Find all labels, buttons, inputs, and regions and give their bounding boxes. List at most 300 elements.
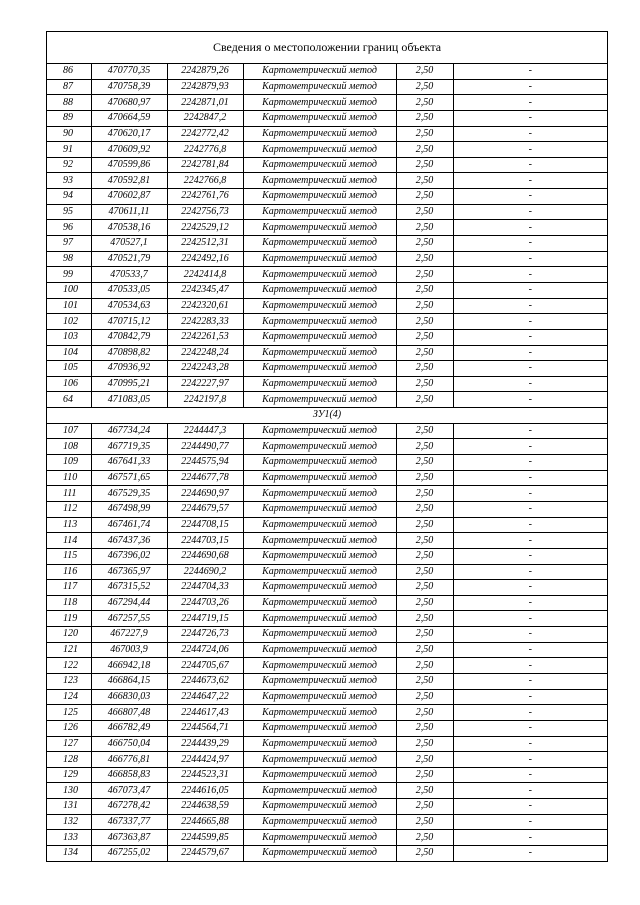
precision-cell: 2,50 <box>396 564 453 580</box>
x-coordinate-cell: 467719,35 <box>91 439 167 455</box>
table-row <box>47 846 607 861</box>
precision-cell: 2,50 <box>396 689 453 705</box>
precision-cell: 2,50 <box>396 455 453 471</box>
y-coordinate-cell: 2242847,2 <box>167 110 243 126</box>
y-coordinate-cell: 2244638,59 <box>167 799 243 815</box>
table-row <box>47 720 607 736</box>
x-coordinate-cell: 470521,79 <box>91 251 167 267</box>
method-cell: Картометрический метод <box>243 767 396 783</box>
x-coordinate-cell: 467294,44 <box>91 595 167 611</box>
method-cell: Картометрический метод <box>243 314 396 330</box>
y-coordinate-cell: 2244690,97 <box>167 486 243 502</box>
x-coordinate-cell: 470620,17 <box>91 126 167 142</box>
description-cell: - <box>453 79 607 95</box>
method-cell: Картометрический метод <box>243 267 396 283</box>
precision-cell: 2,50 <box>396 439 453 455</box>
table-row <box>47 157 607 173</box>
table-row <box>47 627 607 643</box>
method-cell: Картометрический метод <box>243 736 396 752</box>
method-cell: Картометрический метод <box>243 392 396 408</box>
precision-cell: 2,50 <box>396 783 453 799</box>
y-coordinate-cell: 2244579,67 <box>167 846 243 861</box>
description-cell: - <box>453 767 607 783</box>
table-row <box>47 673 607 689</box>
y-coordinate-cell: 2244424,97 <box>167 752 243 768</box>
point-number-cell: 107 <box>47 423 91 439</box>
precision-cell: 2,50 <box>396 220 453 236</box>
table-row <box>47 783 607 799</box>
coordinates-sheet <box>46 31 608 862</box>
y-coordinate-cell: 2242261,53 <box>167 329 243 345</box>
method-cell: Картометрический метод <box>243 673 396 689</box>
x-coordinate-cell: 470664,59 <box>91 110 167 126</box>
table-row <box>47 173 607 189</box>
method-cell: Картометрический метод <box>243 580 396 596</box>
method-cell: Картометрический метод <box>243 799 396 815</box>
description-cell: - <box>453 455 607 471</box>
point-number-cell: 96 <box>47 220 91 236</box>
description-cell: - <box>453 314 607 330</box>
precision-cell: 2,50 <box>396 736 453 752</box>
description-cell: - <box>453 423 607 439</box>
method-cell: Картометрический метод <box>243 486 396 502</box>
x-coordinate-cell: 466807,48 <box>91 705 167 721</box>
point-number-cell: 129 <box>47 767 91 783</box>
page-title: Сведения о местоположении границ объекта <box>47 32 607 64</box>
method-cell: Картометрический метод <box>243 345 396 361</box>
precision-cell: 2,50 <box>396 517 453 533</box>
precision-cell: 2,50 <box>396 157 453 173</box>
point-number-cell: 91 <box>47 142 91 158</box>
table-row <box>47 455 607 471</box>
x-coordinate-cell: 470533,7 <box>91 267 167 283</box>
method-cell: Картометрический метод <box>243 720 396 736</box>
precision-cell: 2,50 <box>396 642 453 658</box>
description-cell: - <box>453 251 607 267</box>
description-cell: - <box>453 157 607 173</box>
table-row <box>47 392 607 408</box>
table-row <box>47 376 607 392</box>
method-cell: Картометрический метод <box>243 533 396 549</box>
precision-cell: 2,50 <box>396 799 453 815</box>
description-cell: - <box>453 329 607 345</box>
precision-cell: 2,50 <box>396 705 453 721</box>
precision-cell: 2,50 <box>396 392 453 408</box>
description-cell: - <box>453 392 607 408</box>
method-cell: Картометрический метод <box>243 64 396 79</box>
description-cell: - <box>453 204 607 220</box>
table-row <box>47 423 607 439</box>
point-number-cell: 97 <box>47 236 91 252</box>
method-cell: Картометрический метод <box>243 752 396 768</box>
x-coordinate-cell: 470758,39 <box>91 79 167 95</box>
point-number-cell: 117 <box>47 580 91 596</box>
table-row <box>47 314 607 330</box>
description-cell: - <box>453 361 607 377</box>
precision-cell: 2,50 <box>396 173 453 189</box>
precision-cell: 2,50 <box>396 204 453 220</box>
y-coordinate-cell: 2242761,76 <box>167 189 243 205</box>
method-cell: Картометрический метод <box>243 95 396 111</box>
precision-cell: 2,50 <box>396 533 453 549</box>
precision-cell: 2,50 <box>396 236 453 252</box>
description-cell: - <box>453 736 607 752</box>
precision-cell: 2,50 <box>396 580 453 596</box>
precision-cell: 2,50 <box>396 314 453 330</box>
description-cell: - <box>453 673 607 689</box>
description-cell: - <box>453 642 607 658</box>
coordinates-table <box>47 64 607 861</box>
x-coordinate-cell: 467498,99 <box>91 501 167 517</box>
table-row <box>47 533 607 549</box>
method-cell: Картометрический метод <box>243 173 396 189</box>
precision-cell: 2,50 <box>396 95 453 111</box>
x-coordinate-cell: 467641,33 <box>91 455 167 471</box>
y-coordinate-cell: 2244665,88 <box>167 814 243 830</box>
table-row <box>47 767 607 783</box>
table-row <box>47 580 607 596</box>
precision-cell: 2,50 <box>396 673 453 689</box>
x-coordinate-cell: 470680,97 <box>91 95 167 111</box>
description-cell: - <box>453 64 607 79</box>
point-number-cell: 94 <box>47 189 91 205</box>
precision-cell: 2,50 <box>396 361 453 377</box>
x-coordinate-cell: 467257,55 <box>91 611 167 627</box>
precision-cell: 2,50 <box>396 846 453 861</box>
point-number-cell: 125 <box>47 705 91 721</box>
point-number-cell: 112 <box>47 501 91 517</box>
y-coordinate-cell: 2244575,94 <box>167 455 243 471</box>
description-cell: - <box>453 830 607 846</box>
method-cell: Картометрический метод <box>243 548 396 564</box>
y-coordinate-cell: 2242243,28 <box>167 361 243 377</box>
y-coordinate-cell: 2242879,26 <box>167 64 243 79</box>
x-coordinate-cell: 466942,18 <box>91 658 167 674</box>
y-coordinate-cell: 2242320,61 <box>167 298 243 314</box>
point-number-cell: 90 <box>47 126 91 142</box>
precision-cell: 2,50 <box>396 658 453 674</box>
x-coordinate-cell: 470602,87 <box>91 189 167 205</box>
x-coordinate-cell: 470599,86 <box>91 157 167 173</box>
x-coordinate-cell: 467365,97 <box>91 564 167 580</box>
precision-cell: 2,50 <box>396 720 453 736</box>
description-cell: - <box>453 517 607 533</box>
method-cell: Картометрический метод <box>243 189 396 205</box>
y-coordinate-cell: 2242283,33 <box>167 314 243 330</box>
point-number-cell: 101 <box>47 298 91 314</box>
y-coordinate-cell: 2244523,31 <box>167 767 243 783</box>
table-row <box>47 95 607 111</box>
point-number-cell: 122 <box>47 658 91 674</box>
point-number-cell: 89 <box>47 110 91 126</box>
description-cell: - <box>453 110 607 126</box>
table-row <box>47 126 607 142</box>
description-cell: - <box>453 799 607 815</box>
precision-cell: 2,50 <box>396 64 453 79</box>
method-cell: Картометрический метод <box>243 423 396 439</box>
point-number-cell: 133 <box>47 830 91 846</box>
point-number-cell: 119 <box>47 611 91 627</box>
description-cell: - <box>453 173 607 189</box>
description-cell: - <box>453 548 607 564</box>
method-cell: Картометрический метод <box>243 251 396 267</box>
table-row <box>47 142 607 158</box>
description-cell: - <box>453 580 607 596</box>
precision-cell: 2,50 <box>396 298 453 314</box>
method-cell: Картометрический метод <box>243 376 396 392</box>
y-coordinate-cell: 2242766,8 <box>167 173 243 189</box>
y-coordinate-cell: 2242879,93 <box>167 79 243 95</box>
point-number-cell: 110 <box>47 470 91 486</box>
x-coordinate-cell: 470611,11 <box>91 204 167 220</box>
table-row <box>47 814 607 830</box>
method-cell: Картометрический метод <box>243 595 396 611</box>
method-cell: Картометрический метод <box>243 658 396 674</box>
table-row <box>47 267 607 283</box>
description-cell: - <box>453 501 607 517</box>
description-cell: - <box>453 814 607 830</box>
x-coordinate-cell: 470534,63 <box>91 298 167 314</box>
table-row <box>47 345 607 361</box>
x-coordinate-cell: 467315,52 <box>91 580 167 596</box>
precision-cell: 2,50 <box>396 345 453 361</box>
y-coordinate-cell: 2244647,22 <box>167 689 243 705</box>
method-cell: Картометрический метод <box>243 220 396 236</box>
y-coordinate-cell: 2244690,68 <box>167 548 243 564</box>
table-row <box>47 329 607 345</box>
x-coordinate-cell: 467734,24 <box>91 423 167 439</box>
x-coordinate-cell: 470538,16 <box>91 220 167 236</box>
table-row <box>47 439 607 455</box>
point-number-cell: 100 <box>47 282 91 298</box>
point-number-cell: 111 <box>47 486 91 502</box>
point-number-cell: 87 <box>47 79 91 95</box>
precision-cell: 2,50 <box>396 752 453 768</box>
table-row <box>47 220 607 236</box>
point-number-cell: 120 <box>47 627 91 643</box>
precision-cell: 2,50 <box>396 376 453 392</box>
point-number-cell: 134 <box>47 846 91 861</box>
method-cell: Картометрический метод <box>243 157 396 173</box>
point-number-cell: 106 <box>47 376 91 392</box>
table-row <box>47 110 607 126</box>
description-cell: - <box>453 752 607 768</box>
method-cell: Картометрический метод <box>243 142 396 158</box>
description-cell: - <box>453 533 607 549</box>
y-coordinate-cell: 2244705,67 <box>167 658 243 674</box>
table-row <box>47 298 607 314</box>
x-coordinate-cell: 467255,02 <box>91 846 167 861</box>
description-cell: - <box>453 595 607 611</box>
method-cell: Картометрический метод <box>243 298 396 314</box>
x-coordinate-cell: 470592,81 <box>91 173 167 189</box>
method-cell: Картометрический метод <box>243 282 396 298</box>
description-cell: - <box>453 267 607 283</box>
section-label: ЗУ1(4) <box>47 408 607 424</box>
precision-cell: 2,50 <box>396 814 453 830</box>
x-coordinate-cell: 466750,04 <box>91 736 167 752</box>
method-cell: Картометрический метод <box>243 236 396 252</box>
precision-cell: 2,50 <box>396 501 453 517</box>
table-row <box>47 486 607 502</box>
description-cell: - <box>453 282 607 298</box>
description-cell: - <box>453 658 607 674</box>
method-cell: Картометрический метод <box>243 611 396 627</box>
table-row <box>47 642 607 658</box>
precision-cell: 2,50 <box>396 79 453 95</box>
table-row <box>47 79 607 95</box>
x-coordinate-cell: 467073,47 <box>91 783 167 799</box>
description-cell: - <box>453 611 607 627</box>
table-row <box>47 517 607 533</box>
precision-cell: 2,50 <box>396 126 453 142</box>
y-coordinate-cell: 2244703,15 <box>167 533 243 549</box>
method-cell: Картометрический метод <box>243 501 396 517</box>
x-coordinate-cell: 470533,05 <box>91 282 167 298</box>
x-coordinate-cell: 470995,21 <box>91 376 167 392</box>
point-number-cell: 92 <box>47 157 91 173</box>
x-coordinate-cell: 470770,35 <box>91 64 167 79</box>
table-row <box>47 736 607 752</box>
x-coordinate-cell: 466782,49 <box>91 720 167 736</box>
description-cell: - <box>453 189 607 205</box>
precision-cell: 2,50 <box>396 611 453 627</box>
point-number-cell: 88 <box>47 95 91 111</box>
y-coordinate-cell: 2244719,15 <box>167 611 243 627</box>
point-number-cell: 123 <box>47 673 91 689</box>
x-coordinate-cell: 470715,12 <box>91 314 167 330</box>
point-number-cell: 98 <box>47 251 91 267</box>
table-row <box>47 689 607 705</box>
method-cell: Картометрический метод <box>243 705 396 721</box>
method-cell: Картометрический метод <box>243 361 396 377</box>
precision-cell: 2,50 <box>396 282 453 298</box>
table-row <box>47 548 607 564</box>
y-coordinate-cell: 2242492,16 <box>167 251 243 267</box>
y-coordinate-cell: 2244447,3 <box>167 423 243 439</box>
y-coordinate-cell: 2242871,01 <box>167 95 243 111</box>
table-row <box>47 830 607 846</box>
x-coordinate-cell: 466830,03 <box>91 689 167 705</box>
y-coordinate-cell: 2244599,85 <box>167 830 243 846</box>
description-cell: - <box>453 220 607 236</box>
method-cell: Картометрический метод <box>243 455 396 471</box>
table-row <box>47 282 607 298</box>
point-number-cell: 113 <box>47 517 91 533</box>
y-coordinate-cell: 2244677,78 <box>167 470 243 486</box>
precision-cell: 2,50 <box>396 830 453 846</box>
table-row <box>47 658 607 674</box>
section-row <box>47 408 607 424</box>
description-cell: - <box>453 142 607 158</box>
method-cell: Картометрический метод <box>243 846 396 861</box>
point-number-cell: 114 <box>47 533 91 549</box>
description-cell: - <box>453 126 607 142</box>
precision-cell: 2,50 <box>396 486 453 502</box>
precision-cell: 2,50 <box>396 189 453 205</box>
point-number-cell: 103 <box>47 329 91 345</box>
table-row <box>47 799 607 815</box>
x-coordinate-cell: 470609,92 <box>91 142 167 158</box>
x-coordinate-cell: 470842,79 <box>91 329 167 345</box>
method-cell: Картометрический метод <box>243 517 396 533</box>
coordinates-table-body <box>47 64 607 861</box>
x-coordinate-cell: 467363,87 <box>91 830 167 846</box>
y-coordinate-cell: 2244726,73 <box>167 627 243 643</box>
x-coordinate-cell: 467396,02 <box>91 548 167 564</box>
point-number-cell: 86 <box>47 64 91 79</box>
description-cell: - <box>453 376 607 392</box>
description-cell: - <box>453 298 607 314</box>
table-row <box>47 204 607 220</box>
precision-cell: 2,50 <box>396 767 453 783</box>
description-cell: - <box>453 486 607 502</box>
method-cell: Картометрический метод <box>243 564 396 580</box>
method-cell: Картометрический метод <box>243 689 396 705</box>
table-row <box>47 752 607 768</box>
description-cell: - <box>453 627 607 643</box>
description-cell: - <box>453 783 607 799</box>
y-coordinate-cell: 2242756,73 <box>167 204 243 220</box>
table-row <box>47 564 607 580</box>
method-cell: Картометрический метод <box>243 814 396 830</box>
method-cell: Картометрический метод <box>243 439 396 455</box>
precision-cell: 2,50 <box>396 595 453 611</box>
y-coordinate-cell: 2242414,8 <box>167 267 243 283</box>
x-coordinate-cell: 466776,81 <box>91 752 167 768</box>
y-coordinate-cell: 2242772,42 <box>167 126 243 142</box>
table-row <box>47 64 607 79</box>
y-coordinate-cell: 2244708,15 <box>167 517 243 533</box>
precision-cell: 2,50 <box>396 470 453 486</box>
y-coordinate-cell: 2244439,29 <box>167 736 243 752</box>
method-cell: Картометрический метод <box>243 642 396 658</box>
x-coordinate-cell: 471083,05 <box>91 392 167 408</box>
point-number-cell: 104 <box>47 345 91 361</box>
precision-cell: 2,50 <box>396 142 453 158</box>
y-coordinate-cell: 2242227,97 <box>167 376 243 392</box>
table-row <box>47 470 607 486</box>
point-number-cell: 116 <box>47 564 91 580</box>
y-coordinate-cell: 2244690,2 <box>167 564 243 580</box>
y-coordinate-cell: 2244673,62 <box>167 673 243 689</box>
table-row <box>47 611 607 627</box>
description-cell: - <box>453 236 607 252</box>
point-number-cell: 99 <box>47 267 91 283</box>
y-coordinate-cell: 2244490,77 <box>167 439 243 455</box>
y-coordinate-cell: 2242529,12 <box>167 220 243 236</box>
x-coordinate-cell: 470527,1 <box>91 236 167 252</box>
x-coordinate-cell: 467437,36 <box>91 533 167 549</box>
method-cell: Картометрический метод <box>243 110 396 126</box>
y-coordinate-cell: 2242248,24 <box>167 345 243 361</box>
table-row <box>47 595 607 611</box>
y-coordinate-cell: 2244617,43 <box>167 705 243 721</box>
precision-cell: 2,50 <box>396 110 453 126</box>
point-number-cell: 109 <box>47 455 91 471</box>
x-coordinate-cell: 466858,83 <box>91 767 167 783</box>
point-number-cell: 124 <box>47 689 91 705</box>
x-coordinate-cell: 467003,9 <box>91 642 167 658</box>
description-cell: - <box>453 564 607 580</box>
table-row <box>47 251 607 267</box>
method-cell: Картометрический метод <box>243 126 396 142</box>
x-coordinate-cell: 470936,92 <box>91 361 167 377</box>
precision-cell: 2,50 <box>396 251 453 267</box>
x-coordinate-cell: 467571,65 <box>91 470 167 486</box>
table-row <box>47 705 607 721</box>
point-number-cell: 126 <box>47 720 91 736</box>
